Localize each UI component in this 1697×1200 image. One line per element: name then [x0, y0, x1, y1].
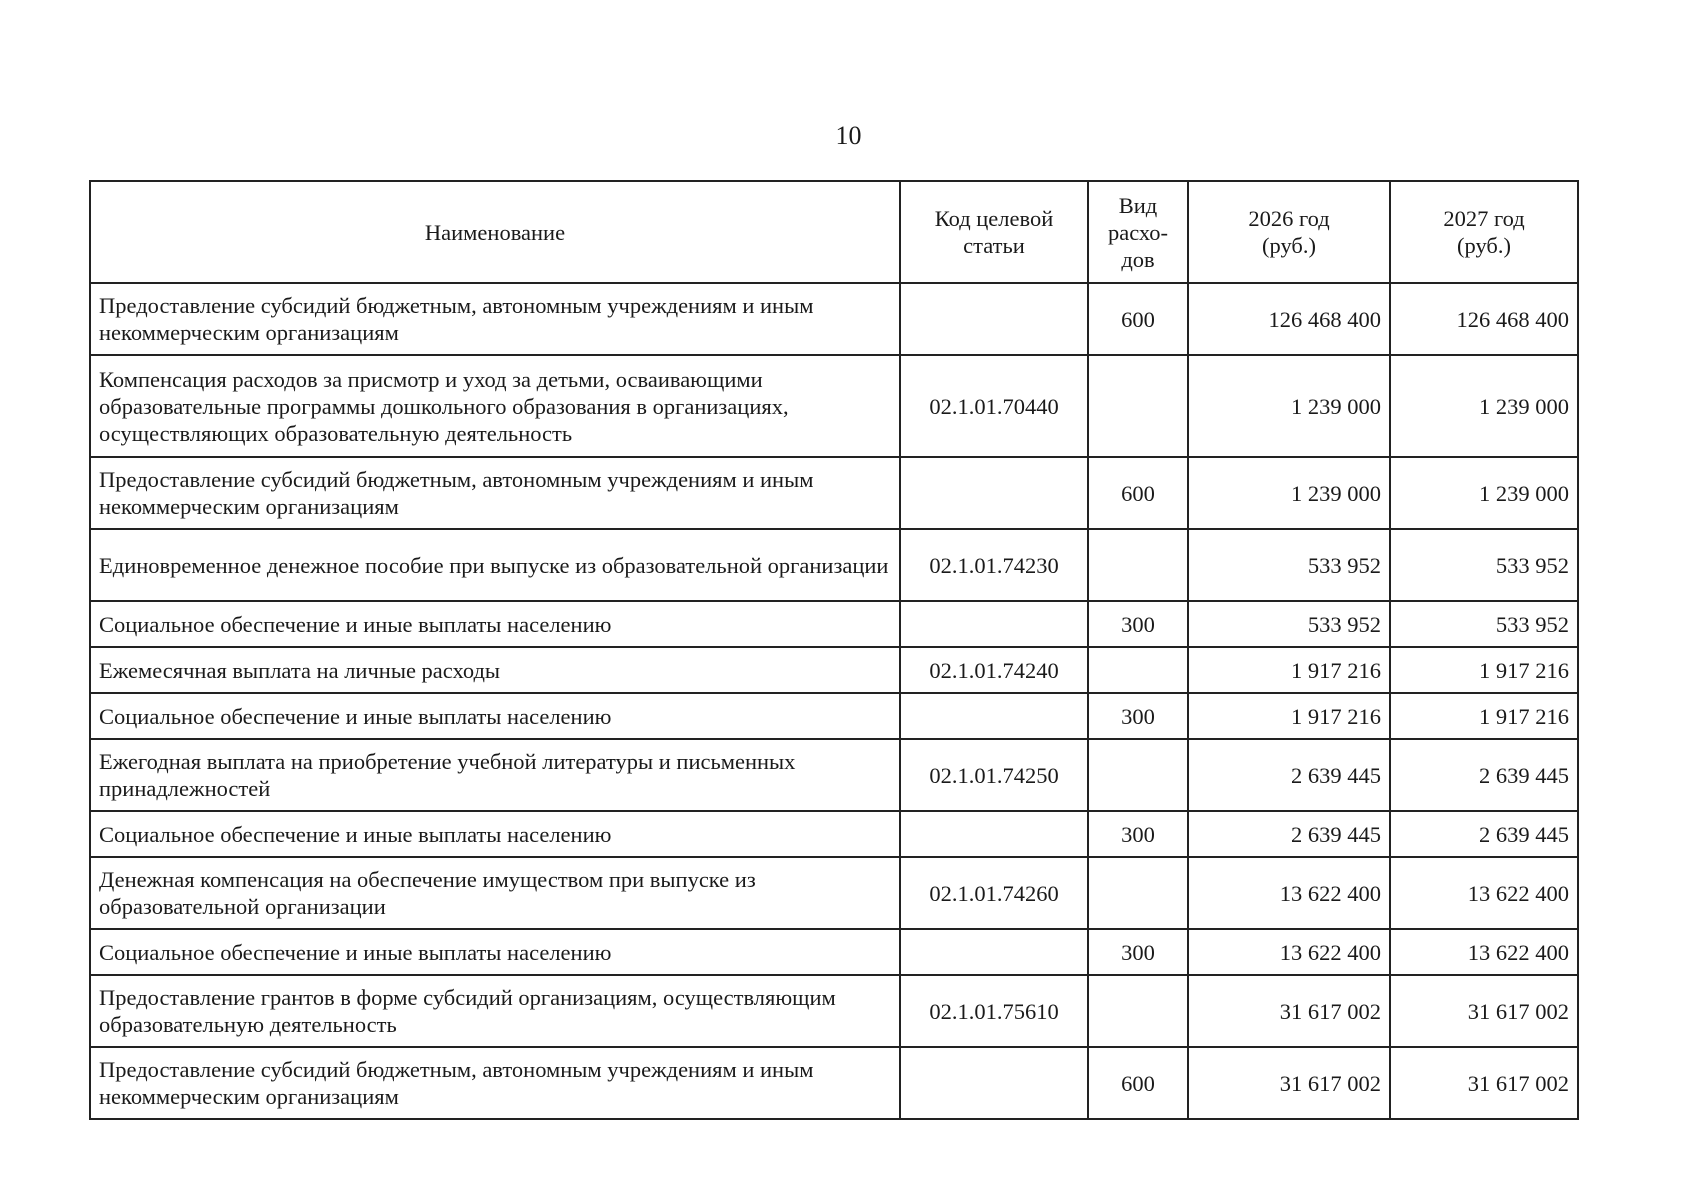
row-kind: 600 — [1088, 457, 1188, 529]
table-row — [90, 529, 1578, 601]
row-amount-2026: 1 917 216 — [1188, 647, 1390, 693]
row-code — [900, 693, 1088, 739]
row-kind: 300 — [1088, 929, 1188, 975]
row-code — [900, 283, 1088, 355]
row-name: Предоставление субсидий бюджетным, автономным учреждениям и иным некоммерческим организациям — [90, 1047, 900, 1119]
row-code: 02.1.01.70440 — [900, 355, 1088, 457]
table-row — [90, 811, 1578, 857]
table-row — [90, 647, 1578, 693]
row-kind — [1088, 355, 1188, 457]
row-code — [900, 601, 1088, 647]
row-amount-2026: 13 622 400 — [1188, 857, 1390, 929]
row-name: Предоставление субсидий бюджетным, автономным учреждениям и иным некоммерческим организациям — [90, 457, 900, 529]
row-amount-2027: 1 917 216 — [1390, 647, 1578, 693]
row-name: Денежная компенсация на обеспечение имуществом при выпуске из образовательной организации — [90, 857, 900, 929]
table-row — [90, 601, 1578, 647]
row-kind: 300 — [1088, 693, 1188, 739]
row-amount-2027: 533 952 — [1390, 601, 1578, 647]
row-amount-2027: 13 622 400 — [1390, 929, 1578, 975]
row-kind — [1088, 647, 1188, 693]
table-row — [90, 457, 1578, 529]
row-code: 02.1.01.74240 — [900, 647, 1088, 693]
table-row — [90, 355, 1578, 457]
row-amount-2027: 1 239 000 — [1390, 355, 1578, 457]
row-amount-2026: 126 468 400 — [1188, 283, 1390, 355]
header-year-2026: 2026 год (руб.) — [1188, 181, 1390, 283]
row-kind — [1088, 857, 1188, 929]
row-name: Ежемесячная выплата на личные расходы — [90, 647, 900, 693]
table-header — [90, 181, 1578, 283]
header-kind: Вид расхо-дов — [1088, 181, 1188, 283]
row-code — [900, 929, 1088, 975]
table-row — [90, 1047, 1578, 1119]
row-name: Единовременное денежное пособие при выпуске из образовательной организации — [90, 529, 900, 601]
row-kind — [1088, 739, 1188, 811]
row-name: Ежегодная выплата на приобретение учебной литературы и письменных принадлежностей — [90, 739, 900, 811]
row-name: Социальное обеспечение и иные выплаты населению — [90, 811, 900, 857]
row-amount-2027: 31 617 002 — [1390, 1047, 1578, 1119]
row-amount-2027: 1 239 000 — [1390, 457, 1578, 529]
row-code: 02.1.01.74260 — [900, 857, 1088, 929]
row-name: Социальное обеспечение и иные выплаты населению — [90, 929, 900, 975]
table-row — [90, 975, 1578, 1047]
row-amount-2026: 31 617 002 — [1188, 1047, 1390, 1119]
row-amount-2026: 1 239 000 — [1188, 355, 1390, 457]
table-row — [90, 283, 1578, 355]
row-amount-2027: 126 468 400 — [1390, 283, 1578, 355]
row-kind: 300 — [1088, 811, 1188, 857]
row-code — [900, 457, 1088, 529]
header-code: Код целевой статьи — [900, 181, 1088, 283]
budget-table — [89, 180, 1579, 1120]
row-amount-2026: 1 917 216 — [1188, 693, 1390, 739]
row-amount-2027: 2 639 445 — [1390, 811, 1578, 857]
table-body — [90, 283, 1578, 1119]
row-code — [900, 811, 1088, 857]
row-kind — [1088, 975, 1188, 1047]
row-amount-2026: 13 622 400 — [1188, 929, 1390, 975]
row-amount-2026: 533 952 — [1188, 529, 1390, 601]
row-amount-2027: 13 622 400 — [1390, 857, 1578, 929]
row-kind: 300 — [1088, 601, 1188, 647]
row-amount-2027: 2 639 445 — [1390, 739, 1578, 811]
header-row — [90, 181, 1578, 283]
row-amount-2026: 1 239 000 — [1188, 457, 1390, 529]
row-name: Социальное обеспечение и иные выплаты населению — [90, 693, 900, 739]
row-amount-2027: 533 952 — [1390, 529, 1578, 601]
row-name: Компенсация расходов за присмотр и уход за детьми, осваивающими образовательные программы дошкольного образования в организациях, осуществляющих образовательную деятельность — [90, 355, 900, 457]
row-amount-2027: 31 617 002 — [1390, 975, 1578, 1047]
row-amount-2026: 2 639 445 — [1188, 811, 1390, 857]
header-year-2027: 2027 год (руб.) — [1390, 181, 1578, 283]
row-amount-2027: 1 917 216 — [1390, 693, 1578, 739]
row-kind: 600 — [1088, 283, 1188, 355]
row-code — [900, 1047, 1088, 1119]
row-name: Предоставление грантов в форме субсидий организациям, осуществляющим образовательную деятельность — [90, 975, 900, 1047]
table-row — [90, 929, 1578, 975]
row-code: 02.1.01.74250 — [900, 739, 1088, 811]
table-row — [90, 739, 1578, 811]
header-name: Наименование — [90, 181, 900, 283]
table-row — [90, 693, 1578, 739]
row-amount-2026: 31 617 002 — [1188, 975, 1390, 1047]
row-name: Социальное обеспечение и иные выплаты населению — [90, 601, 900, 647]
row-amount-2026: 2 639 445 — [1188, 739, 1390, 811]
page-number: 10 — [835, 121, 862, 150]
row-kind — [1088, 529, 1188, 601]
row-code: 02.1.01.75610 — [900, 975, 1088, 1047]
row-code: 02.1.01.74230 — [900, 529, 1088, 601]
table-row — [90, 857, 1578, 929]
row-name: Предоставление субсидий бюджетным, автономным учреждениям и иным некоммерческим организациям — [90, 283, 900, 355]
row-kind: 600 — [1088, 1047, 1188, 1119]
row-amount-2026: 533 952 — [1188, 601, 1390, 647]
